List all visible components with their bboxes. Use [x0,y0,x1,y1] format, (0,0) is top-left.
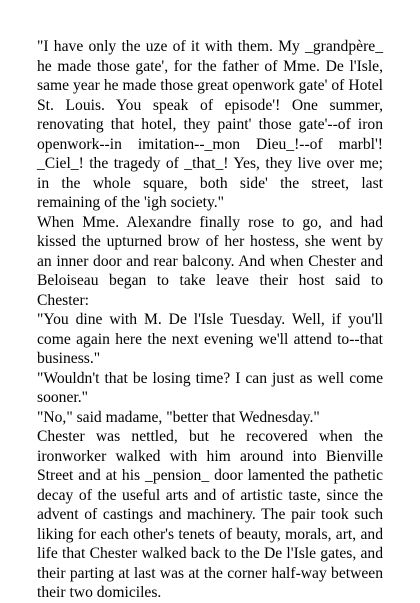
paragraph-1: "I have only the uze of it with them. My _grandpère_ he made those gate', for the father of Mme. De l'Isle, same year he made those great openwork gate' of Hotel St. Louis. You speak of episode'! One summer, renovating that hotel, they paint' those gate'--of iron openwork--in imitation--_mon Dieu_!--of marbl'! _Ciel_! the tragedy of _that_! Yes, they live over me; in the whole square, both side' the street, last remaining of the 'igh society." [37,38,383,211]
paragraph-5: "No," said madame, "better that Wednesday." [37,408,320,426]
document-page [37,37,383,603]
paragraph-3: "You dine with M. De l'Isle Tuesday. Well, if you'll come again here the next evening we'll attend to--that business." [37,311,383,367]
paragraph-4: "Wouldn't that be losing time? I can just as well come sooner." [37,369,383,406]
paragraph-2: When Mme. Alexandre finally rose to go, and had kissed the upturned brow of her hostess, she went by an inner door and rear balcony. And when Chester and Beloiseau began to take leave their host said to Chester: [37,213,383,309]
paragraph-6: Chester was nettled, but he recovered when the ironworker walked with him around into Bienville Street and at his _pension_ door lamented the pathetic decay of the useful arts and of artistic taste, since the advent of castings and machinery. The pair took such liking for each other's tenets of beauty, morals, art, and life that Chester walked back to the De l'Isle gates, and their parting at last was at the corner half-way between their two domiciles. [37,428,383,601]
